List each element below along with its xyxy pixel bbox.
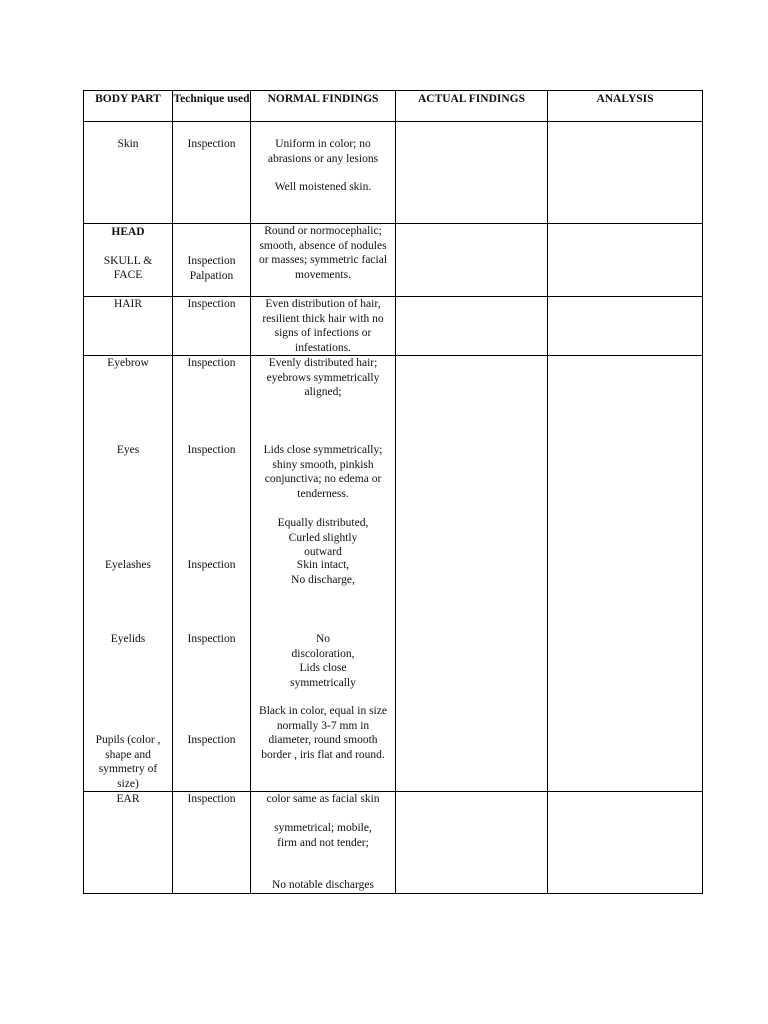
header-row — [84, 91, 703, 122]
assessment-table — [83, 90, 703, 894]
eyelashes-normal-pre: Equally distributed, Curled slightly outward — [277, 517, 369, 558]
head-technique-1: Inspection — [187, 255, 236, 267]
skin-part: Skin — [84, 122, 173, 224]
ear-normal — [251, 792, 396, 894]
eyes-group-parts — [84, 356, 173, 792]
ear-normal-2: symmetrical; mobile, firm and not tender; — [274, 822, 372, 849]
head-technique-2: Palpation — [189, 269, 234, 282]
eyes-normal: Lids close symmetrically; shiny smooth, pinkish conjunctiva; no edema or tenderness. — [263, 444, 383, 500]
skin-normal-2: Well moistened skin. — [274, 181, 372, 193]
header-technique: Technique used — [173, 91, 251, 122]
header-analysis: ANALYSIS — [548, 91, 703, 122]
skin-normal-1: Uniform in color; no abrasions or any lesions — [267, 138, 379, 165]
skin-analysis[interactable] — [548, 122, 703, 224]
eyelids-normal: No discoloration, Lids close symmetrically — [290, 633, 356, 689]
hair-technique: Inspection — [173, 297, 251, 356]
ear-normal-3: No notable discharges — [272, 879, 374, 891]
eyes-group-actual[interactable] — [396, 356, 548, 792]
pupils-normal: Black in color, equal in size normally 3-7 mm in diameter, round smooth border , iris flat and round. — [259, 705, 387, 761]
skin-normal — [251, 122, 396, 224]
hair-actual[interactable] — [396, 297, 548, 356]
ear-analysis[interactable] — [548, 792, 703, 894]
row-skin — [84, 122, 703, 224]
eyes-part: Eyes — [116, 444, 140, 456]
ear-actual[interactable] — [396, 792, 548, 894]
eyes-technique: Inspection — [187, 444, 236, 456]
head-technique — [173, 224, 251, 297]
skull-face-label: SKULL & FACE — [103, 254, 153, 281]
header-normal-findings: NORMAL FINDINGS — [251, 91, 396, 122]
header-actual-findings: ACTUAL FINDINGS — [396, 91, 548, 122]
head-section-label: HEAD — [111, 226, 145, 238]
skin-actual[interactable] — [396, 122, 548, 224]
hair-analysis[interactable] — [548, 297, 703, 356]
ear-normal-1: color same as facial skin — [266, 793, 380, 805]
eyebrow-technique: Inspection — [187, 357, 236, 369]
row-eyes-group — [84, 356, 703, 792]
head-analysis[interactable] — [548, 224, 703, 297]
row-head — [84, 224, 703, 297]
head-part — [84, 224, 173, 297]
hair-part: HAIR — [84, 297, 173, 356]
row-hair — [84, 297, 703, 356]
eyelashes-normal: Skin intact, No discharge, — [291, 559, 355, 586]
ear-technique: Inspection — [173, 792, 251, 894]
eyelids-technique: Inspection — [187, 633, 236, 645]
hair-normal: Even distribution of hair, resilient thick hair with no signs of infections or infestations. — [251, 297, 396, 356]
eyes-group-techniques — [173, 356, 251, 792]
head-normal: Round or normocephalic; smooth, absence of nodules or masses; symmetric facial movements. — [251, 224, 396, 297]
header-body-part: BODY PART — [84, 91, 173, 122]
ear-part: EAR — [84, 792, 173, 894]
eyes-group-analysis[interactable] — [548, 356, 703, 792]
eyebrow-normal: Evenly distributed hair; eyebrows symmetrically aligned; — [266, 357, 380, 398]
eyelashes-part: Eyelashes — [105, 559, 151, 571]
eyelashes-technique: Inspection — [187, 559, 236, 571]
pupils-technique: Inspection — [187, 734, 236, 746]
head-actual[interactable] — [396, 224, 548, 297]
skin-technique: Inspection — [173, 122, 251, 224]
eyebrow-part: Eyebrow — [107, 357, 149, 369]
pupils-part: Pupils (color , shape and symmetry of size) — [95, 734, 161, 790]
eyelids-part: Eyelids — [110, 633, 146, 645]
eyes-group-normal — [251, 356, 396, 792]
row-ear — [84, 792, 703, 894]
